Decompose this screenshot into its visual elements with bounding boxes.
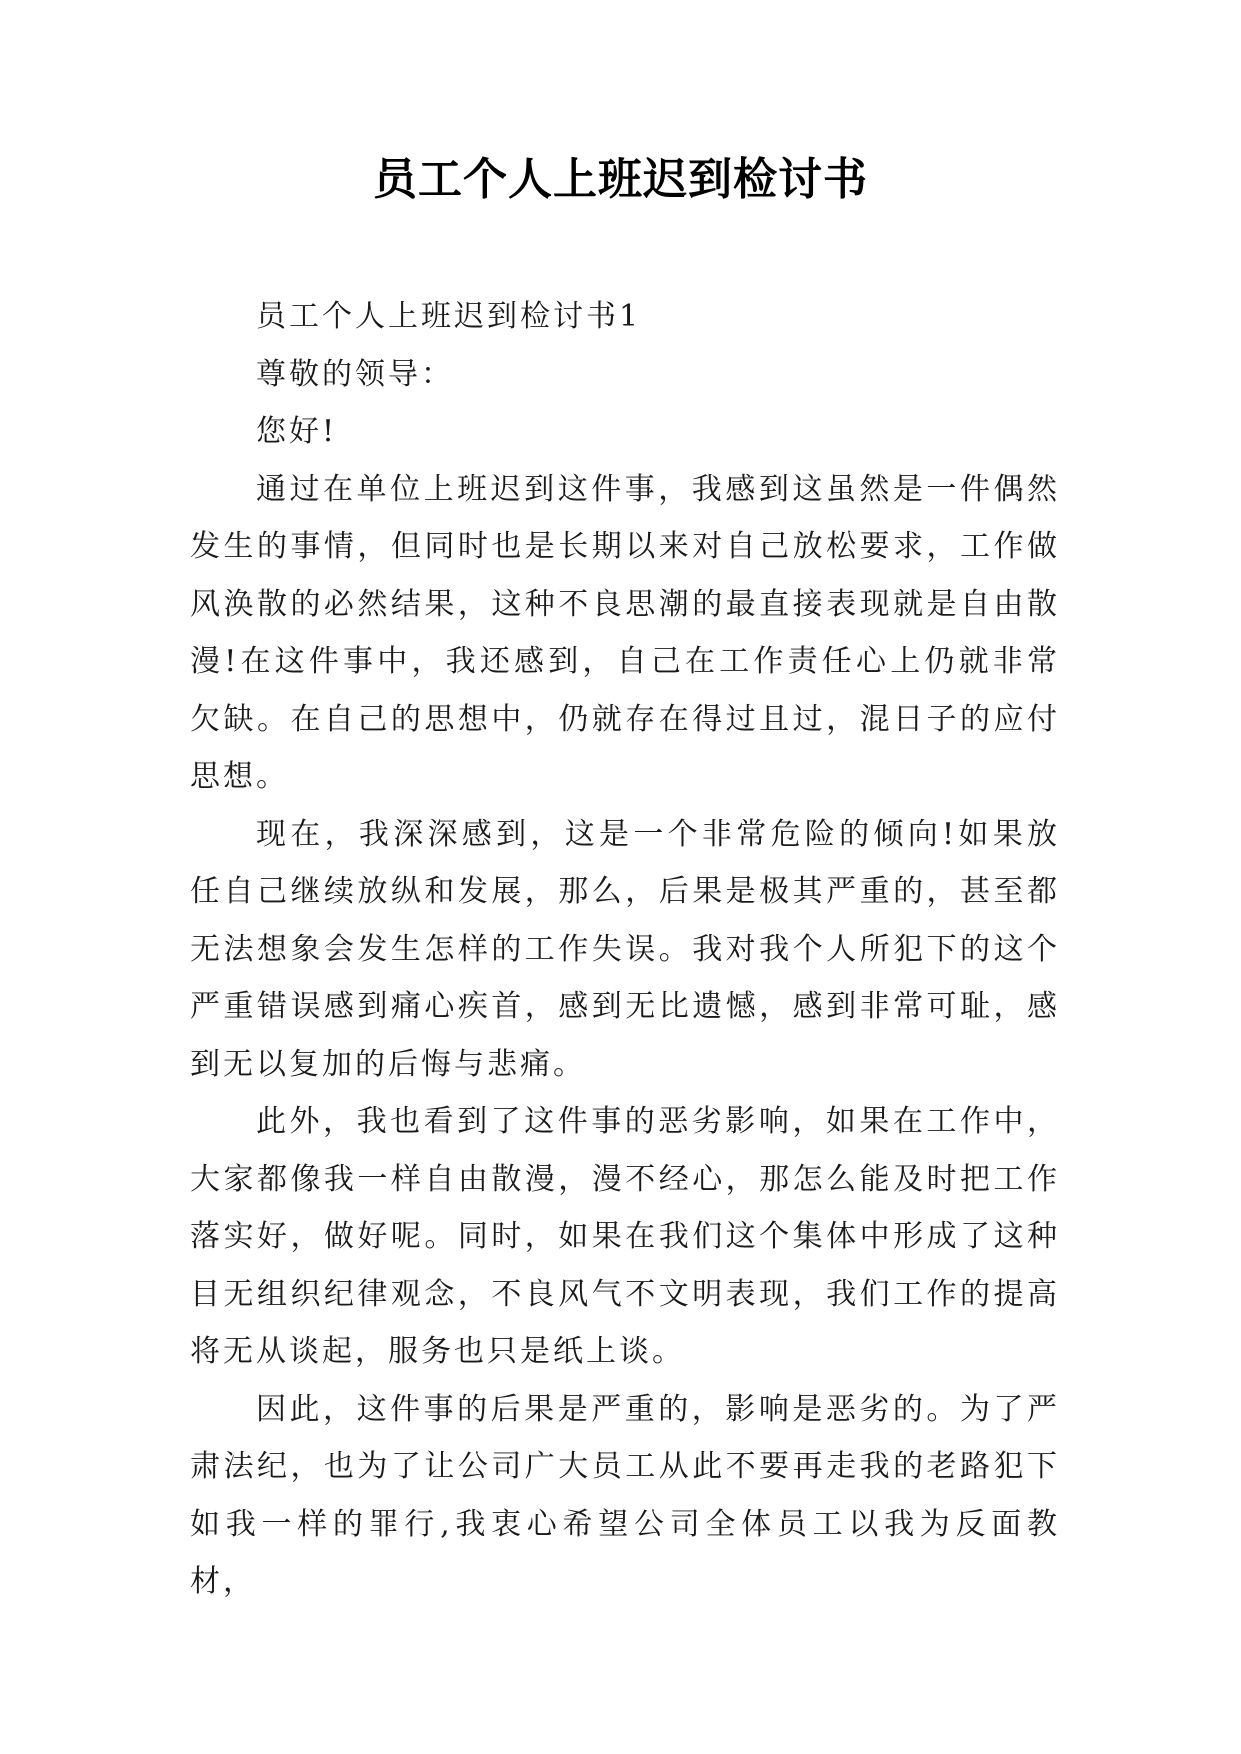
subtitle-paragraph: 员工个人上班迟到检讨书1 — [256, 299, 642, 334]
body-paragraph: 此外，我也看到了这件事的恶劣影响，如果在工作中，大家都像我一样自由散漫，漫不经心，那怎么能及时把工作落实好，做好呢。同时，如果在我们这个集体中形成了这种目无组织纪律观念，不良风气不文明表现，我们工作的提高将无从谈起，服务也只是纸上谈。 — [190, 1104, 1060, 1369]
document-title: 员工个人上班迟到检讨书 — [373, 154, 868, 205]
greeting-paragraph: 您好! — [256, 414, 338, 449]
body-paragraph: 通过在单位上班迟到这件事，我感到这虽然是一件偶然发生的事情，但同时也是长期以来对自己放松要求，工作做风涣散的必然结果，这种不良思潮的最直接表现就是自由散漫!在这件事中，我还感到，自己在工作责任心上仍就非常欠缺。在自己的思想中，仍就存在得过且过，混日子的应付思想。 — [190, 471, 1060, 794]
document-body — [190, 288, 1060, 1611]
salutation-paragraph: 尊敬的领导： — [256, 356, 454, 392]
body-paragraph: 现在，我深深感到，这是一个非常危险的倾向!如果放任自己继续放纵和发展，那么，后果是极其严重的，甚至都无法想象会发生怎样的工作失误。我对我个人所犯下的这个严重错误感到痛心疾首，感到无比遗憾，感到非常可耻，感到无以复加的后悔与悲痛。 — [190, 816, 1060, 1082]
body-paragraph: 因此，这件事的后果是严重的，影响是恶劣的。为了严肃法纪，也为了让公司广大员工从此不要再走我的老路犯下如我一样的罪行,我衷心希望公司全体员工以我为反面教材， — [190, 1391, 1060, 1599]
